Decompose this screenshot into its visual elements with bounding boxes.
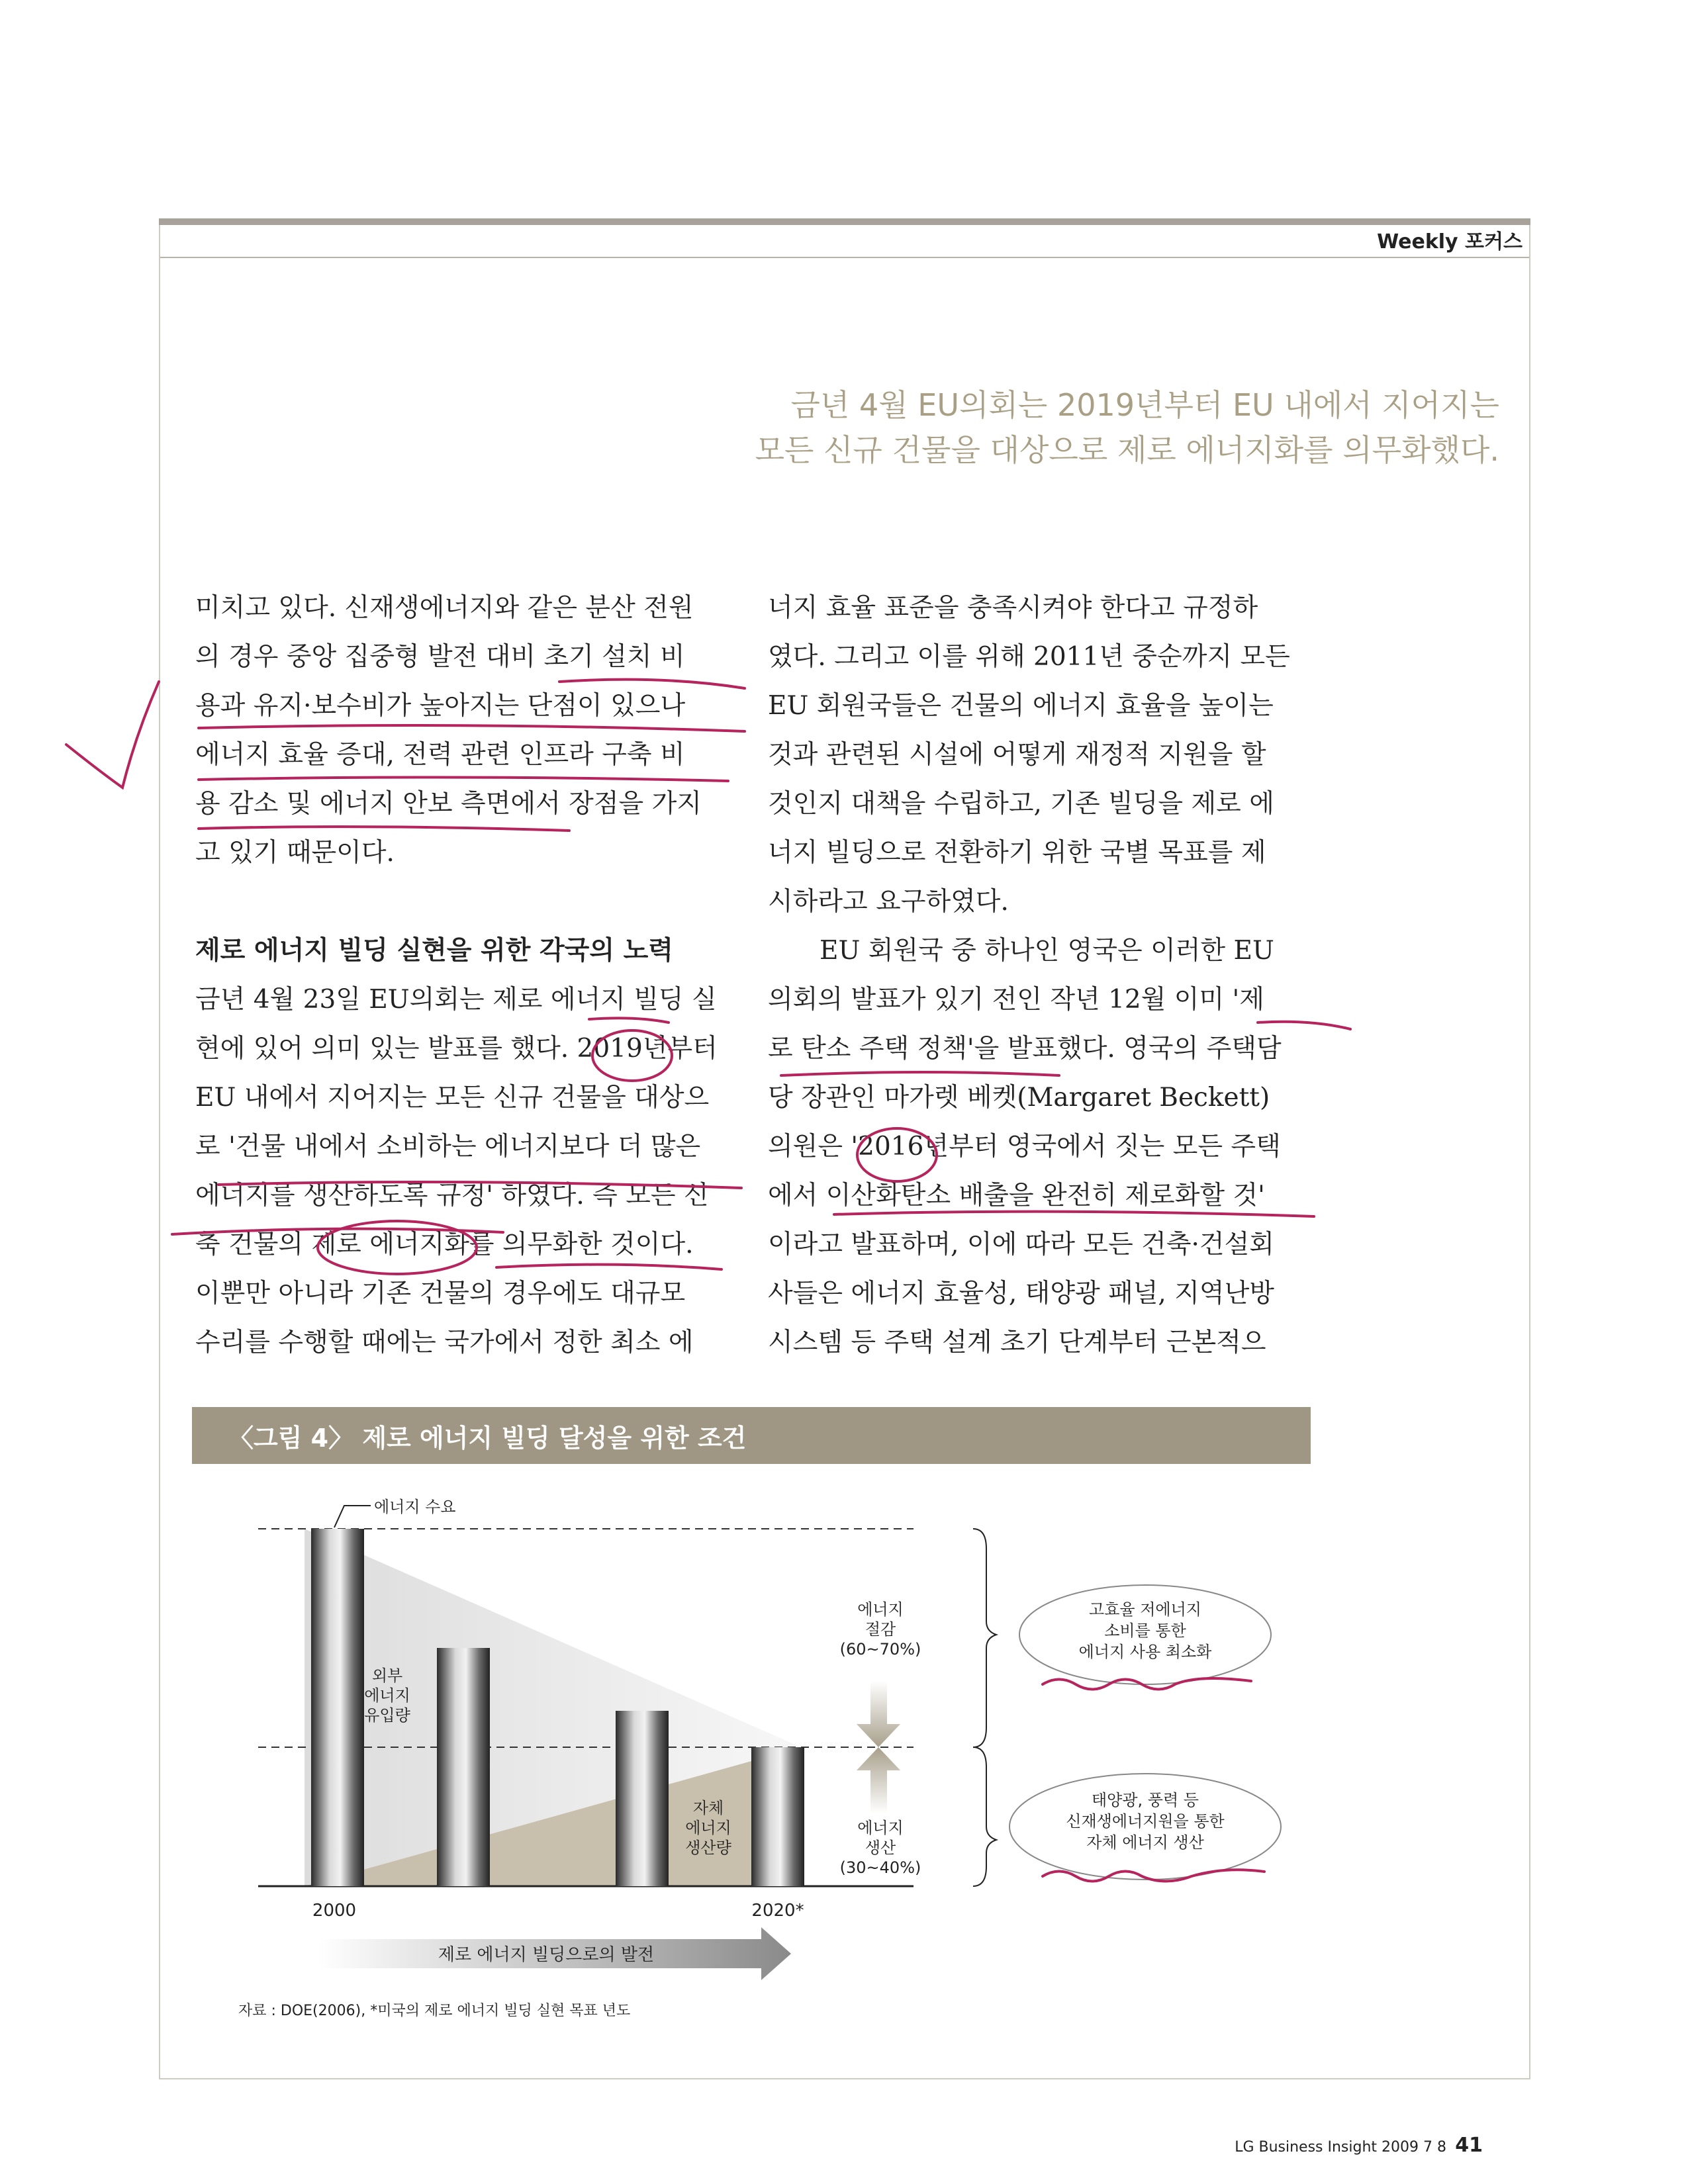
check-mark <box>66 682 159 788</box>
text-line: 너지 빌딩으로 전환하기 위한 국별 목표를 제 <box>768 838 1266 868</box>
self-label-3: 생산량 <box>685 1839 731 1857</box>
brace-top <box>973 1529 996 1747</box>
text-line: 에너지를 생산하도록 규정' 하였다. 즉 모든 신 <box>195 1181 709 1210</box>
text-line: 미치고 있다. 신재생에너지와 같은 분산 전원 <box>195 593 694 623</box>
bar-2014 <box>616 1711 669 1886</box>
energy-demand-label: 에너지 수요 <box>374 1498 456 1516</box>
saving-label-3: (60~70%) <box>839 1640 921 1659</box>
bar-2007 <box>437 1648 490 1886</box>
external-label-2: 에너지 <box>364 1686 410 1705</box>
text-line: 로 '건물 내에서 소비하는 에너지보다 더 많은 <box>195 1132 701 1161</box>
text-line: 사들은 에너지 효율성, 태양광 패널, 지역난방 <box>768 1279 1274 1308</box>
down-arrow <box>857 1681 900 1747</box>
text-line: EU 회원국 중 하나인 영국은 이러한 EU <box>820 936 1274 966</box>
subheading: 제로 에너지 빌딩 실현을 위한 각국의 노력 <box>195 936 673 966</box>
saving-label-1: 에너지 <box>857 1600 904 1619</box>
text-line: 의 경우 중앙 집중형 발전 대비 초기 설치 비 <box>195 642 685 672</box>
bubble-bottom-line-1: 태양광, 풍력 등 <box>1092 1791 1199 1809</box>
bubble-bottom-line-2: 신재생에너지원을 통한 <box>1066 1812 1225 1831</box>
text-line: EU 회원국들은 건물의 에너지 효율을 높이는 <box>768 691 1274 721</box>
text-line: 수리를 수행할 때에는 국가에서 정한 최소 에 <box>195 1328 694 1357</box>
text-line: 너지 효율 표준을 충족시켜야 한다고 규정하 <box>768 593 1258 623</box>
up-arrow <box>857 1747 900 1813</box>
brace-bottom <box>973 1747 996 1886</box>
text-line: 의원은 '2016년부터 영국에서 짓는 모든 주택 <box>768 1132 1281 1161</box>
zero-energy-diagram <box>218 1482 1304 2032</box>
text-line: 용과 유지·보수비가 높아지는 단점이 있으나 <box>195 691 686 721</box>
header-rule <box>159 218 1530 225</box>
text-line: 로 탄소 주택 정책'을 발표했다. 영국의 주택담 <box>768 1034 1282 1064</box>
bar-2000 <box>311 1529 364 1886</box>
text-line: 금년 4월 23일 EU의회는 제로 에너지 빌딩 실 <box>195 985 717 1015</box>
saving-label-2: 절감 <box>865 1620 896 1639</box>
production-label-2: 생산 <box>865 1839 896 1857</box>
publication-footer: LG Business Insight 2009 7 8 <box>1235 2139 1446 2156</box>
self-label-1: 자체 <box>692 1799 724 1817</box>
frame-left <box>159 225 160 2078</box>
text-line: 시하라고 요구하였다. <box>768 887 1009 917</box>
external-label-1: 외부 <box>371 1666 403 1685</box>
text-line: 현에 있어 의미 있는 발표를 했다. 2019년부터 <box>195 1034 718 1064</box>
text-line: 것과 관련된 시설에 어떻게 재정적 지원을 할 <box>768 740 1266 770</box>
demand-pointer <box>334 1506 371 1527</box>
pull-quote <box>755 383 1499 473</box>
text-line: 에서 이산화탄소 배출을 완전히 제로화할 것' <box>768 1181 1265 1210</box>
external-label-3: 유입량 <box>364 1706 410 1725</box>
text-line: 것인지 대책을 수립하고, 기존 빌딩을 제로 에 <box>768 789 1274 819</box>
x-label-end: 2020* <box>751 1901 804 1921</box>
progress-arrow-label: 제로 에너지 빌딩으로의 발전 <box>438 1945 655 1965</box>
frame-bottom <box>159 2078 1530 2079</box>
text-line: 시스템 등 주택 설계 초기 단계부터 근본적으 <box>768 1328 1266 1357</box>
text-line: 당 장관인 마가렛 베켓(Margaret Beckett) <box>768 1083 1270 1113</box>
bar-2020 <box>751 1747 804 1886</box>
production-label-1: 에너지 <box>857 1819 904 1837</box>
text-line: 용 감소 및 에너지 안보 측면에서 장점을 가지 <box>195 789 702 819</box>
text-line: 이라고 발표하며, 이에 따라 모든 건축·건설회 <box>768 1230 1274 1259</box>
text-line: 였다. 그리고 이를 위해 2011년 중순까지 모든 <box>768 642 1290 672</box>
text-line: EU 내에서 지어지는 모든 신규 건물을 대상으 <box>195 1083 710 1113</box>
text-line: 의회의 발표가 있기 전인 작년 12월 이미 '제 <box>768 985 1264 1015</box>
bubble-top-line-3: 에너지 사용 최소화 <box>1078 1643 1212 1661</box>
text-line: 이뿐만 아니라 기존 건물의 경우에도 대규모 <box>195 1279 686 1308</box>
pull-quote-line: 금년 4월 EU의회는 2019년부터 EU 내에서 지어지는 <box>790 387 1499 423</box>
spacer <box>195 878 718 927</box>
left-column <box>195 584 718 1367</box>
header-thin-rule <box>159 257 1530 258</box>
bubble-bottom-line-3: 자체 에너지 생산 <box>1086 1833 1204 1852</box>
page-number: 41 <box>1455 2134 1483 2157</box>
figure-title: 〈그림 4〉 제로 에너지 빌딩 달성을 위한 조건 <box>228 1424 747 1453</box>
bubble-top-line-2: 소비를 통한 <box>1104 1621 1186 1640</box>
frame-right <box>1529 225 1530 2078</box>
bubble-top-line-1: 고효율 저에너지 <box>1089 1600 1201 1619</box>
text-line: 축 건물의 제로 에너지화를 의무화한 것이다. <box>195 1230 694 1259</box>
text-line: 고 있기 때문이다. <box>195 838 395 868</box>
section-label: Weekly 포커스 <box>1377 230 1523 253</box>
x-label-start: 2000 <box>312 1901 357 1921</box>
text-line: 에너지 효율 증대, 전력 관련 인프라 구축 비 <box>195 740 685 770</box>
right-column <box>768 584 1290 1367</box>
figure-source: 자료 : DOE(2006), *미국의 제로 에너지 빌딩 실현 목표 년도 <box>238 2003 631 2019</box>
pull-quote-line: 모든 신규 건물을 대상으로 제로 에너지화를 의무화했다. <box>755 432 1499 468</box>
production-label-3: (30~40%) <box>839 1858 921 1877</box>
self-label-2: 에너지 <box>685 1819 731 1837</box>
